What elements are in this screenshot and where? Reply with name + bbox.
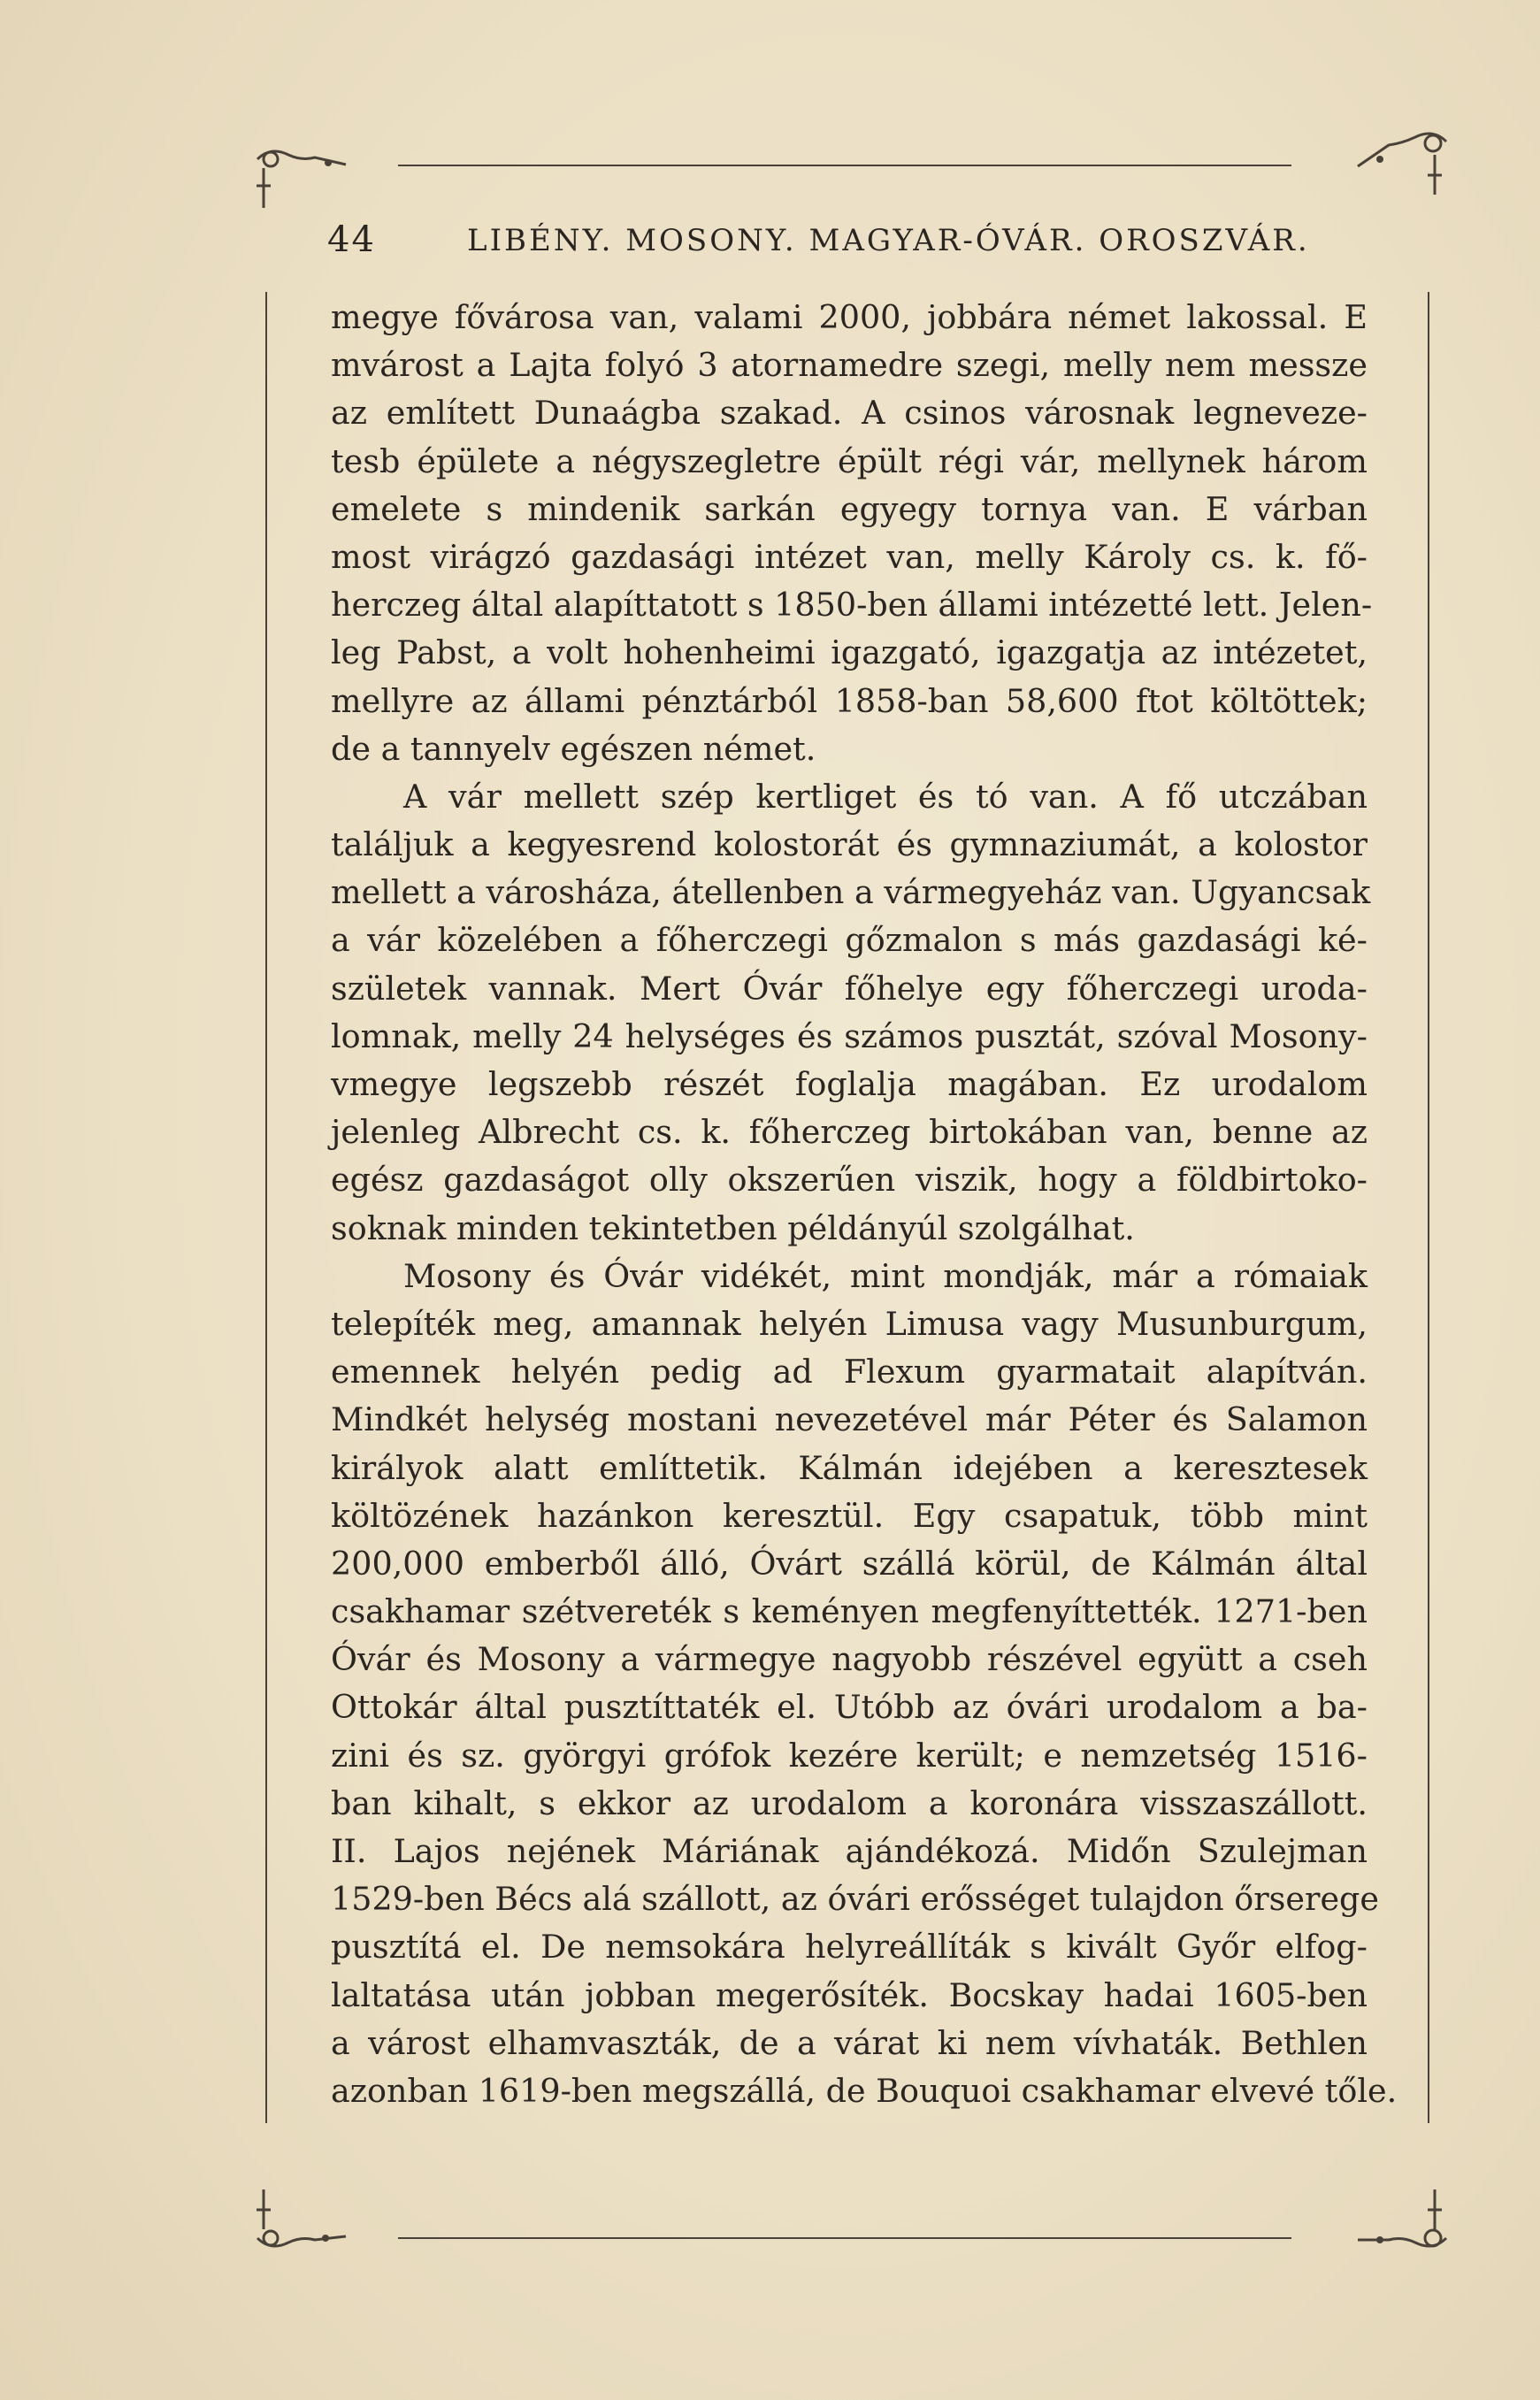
text-line: emelete s mindenik sarkán egyegy tornya van. E várban	[331, 489, 1368, 528]
right-rule	[1428, 292, 1429, 2123]
text-line: de a tannyelv egészen német.	[331, 729, 816, 768]
text-line: születek vannak. Mert Óvár főhelye egy főherczegi uroda-	[331, 969, 1368, 1008]
text-line: Ottokár által pusztíttaték el. Utóbb az óvári urodalom a ba-	[331, 1688, 1368, 1727]
text-line: vmegye legszebb részét foglalja magában. Ez urodalom	[331, 1065, 1368, 1103]
text-line: megye fővárosa van, valami 2000, jobbára német lakossal. E	[331, 298, 1368, 336]
top-rule	[398, 165, 1291, 166]
bottom-rule	[398, 2237, 1291, 2239]
text-line: telepíték meg, amannak helyén Limusa vagy Musunburgum,	[331, 1304, 1368, 1343]
text-line: tesb épülete a négyszegletre épült régi vár, mellynek három	[331, 441, 1368, 480]
text-line: csakhamar szétvereték s keményen megfenyíttették. 1271-ben	[331, 1592, 1368, 1631]
text-line: II. Lajos nejének Máriának ajándékozá. Midőn Szulejman	[331, 1832, 1368, 1870]
text-line: 200,000 emberből álló, Óvárt szállá körül, de Kálmán által	[331, 1544, 1368, 1583]
page-number: 44	[327, 219, 376, 260]
text-line: ban kihalt, s ekkor az urodalom a koronára visszaszállott.	[331, 1783, 1368, 1822]
text-line: egész gazdaságot olly okszerűen viszik, hogy a földbirtoko-	[331, 1161, 1368, 1200]
text-line: költözének hazánkon keresztül. Egy csapatuk, több mint	[331, 1496, 1368, 1535]
running-head	[327, 219, 1398, 272]
text-line: most virágzó gazdasági intézet van, melly Károly cs. k. fő-	[331, 537, 1368, 576]
text-line: 1529-ben Bécs alá szállott, az óvári erősséget tulajdon őrserege	[331, 1880, 1380, 1919]
text-line: mellett a városháza, átellenben a vármegyeház van. Ugyancsak	[331, 873, 1371, 912]
text-line: pusztítá el. De nemsokára helyreállíták s kivált Győr elfog-	[331, 1928, 1368, 1967]
text-line: lomnak, melly 24 helységes és számos pusztát, szóval Mosony-	[331, 1016, 1368, 1055]
text-line: leg Pabst, a volt hohenheimi igazgató, igazgatja az intézetet,	[331, 633, 1368, 672]
text-line: mvárost a Lajta folyó 3 atornamedre szegi, melly nem messze	[331, 346, 1368, 385]
left-rule	[265, 292, 267, 2123]
running-title: LIBÉNY. MOSONY. MAGYAR-ÓVÁR. OROSZVÁR.	[467, 223, 1310, 258]
text-line: laltatása után jobban megerősíték. Bocskay hadai 1605-ben	[331, 1975, 1368, 2014]
body-text	[331, 294, 1398, 2115]
ornament-top-right-icon	[1353, 124, 1451, 195]
ornament-top-left-icon	[253, 142, 350, 212]
text-line: Óvár és Mosony a vármegye nagyobb részével együtt a cseh	[331, 1640, 1368, 1679]
text-line: a várost elhamvaszták, de a várat ki nem vívhaták. Bethlen	[331, 2023, 1368, 2062]
text-line: herczeg által alapíttatott s 1850-ben állami intézetté lett. Jelen-	[331, 586, 1373, 625]
text-line: királyok alatt említtetik. Kálmán idejében a keresztesek	[331, 1448, 1368, 1487]
text-line: az említett Dunaágba szakad. A csinos városnak legneveze-	[331, 394, 1368, 433]
ornament-bottom-left-icon	[253, 2185, 350, 2256]
text-line: Mosony és Óvár vidékét, mint mondják, már a rómaiak	[403, 1256, 1368, 1295]
ornament-bottom-right-icon	[1353, 2185, 1451, 2256]
text-line: találjuk a kegyesrend kolostorát és gymnaziumát, a kolostor	[331, 825, 1368, 864]
text-line: Mindkét helység mostani nevezetével már Péter és Salamon	[331, 1400, 1368, 1439]
text-line: mellyre az állami pénztárból 1858-ban 58,600 ftot költöttek;	[331, 681, 1368, 720]
text-line: a vár közelében a főherczegi gőzmalon s más gazdasági ké-	[331, 921, 1368, 960]
text-line: soknak minden tekintetben példányúl szolgálhat.	[331, 1208, 1135, 1247]
text-line: A vár mellett szép kertliget és tó van. A fő utczában	[403, 777, 1368, 816]
text-line: jelenleg Albrecht cs. k. főherczeg birtokában van, benne az	[331, 1113, 1368, 1152]
text-line: emennek helyén pedig ad Flexum gyarmatait alapítván.	[331, 1353, 1368, 1392]
text-line: zini és sz. györgyi grófok kezére került; e nemzetség 1516-	[331, 1736, 1368, 1775]
text-line: azonban 1619-ben megszállá, de Bouquoi csakhamar elvevé tőle.	[331, 2071, 1398, 2110]
